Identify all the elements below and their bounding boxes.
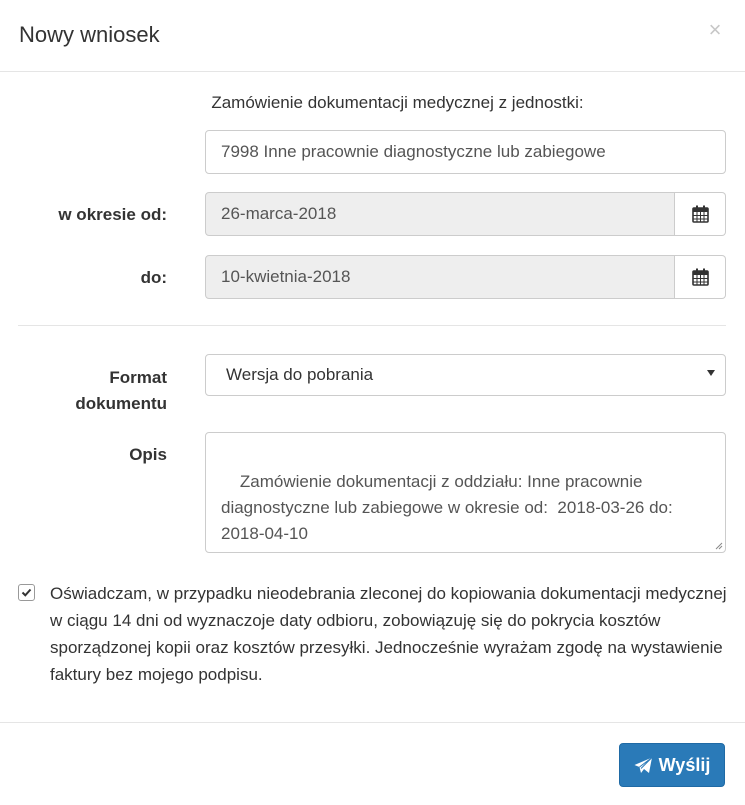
calendar-icon bbox=[692, 205, 709, 223]
period-to-label: do: bbox=[140, 268, 167, 287]
chevron-down-icon bbox=[707, 370, 715, 376]
send-label: Wyślij bbox=[658, 754, 711, 775]
description-text: Zamówienie dokumentacji z oddziału: Inne pracownie diagnostyczne lub zabiegowe w okresie od: 2018-03-26 do: 2018-04-10 bbox=[221, 472, 683, 543]
format-select[interactable] bbox=[205, 354, 726, 396]
paper-plane-icon bbox=[634, 757, 653, 774]
period-from-label: w okresie od: bbox=[58, 205, 167, 224]
close-button[interactable] bbox=[705, 18, 725, 42]
section-divider bbox=[18, 325, 726, 326]
description-label: Opis bbox=[129, 445, 167, 464]
unit-input[interactable]: 7998 Inne pracownie diagnostyczne lub zabiegowe bbox=[205, 130, 726, 174]
unit-label: Zamówienie dokumentacji medycznej z jednostki: bbox=[211, 93, 584, 112]
calendar-icon bbox=[692, 268, 709, 286]
check-icon bbox=[19, 585, 34, 600]
format-label-line2: dokumentu bbox=[75, 394, 167, 413]
modal-title: Nowy wniosek bbox=[19, 22, 160, 47]
send-button[interactable] bbox=[619, 743, 725, 787]
resize-grip-icon[interactable] bbox=[713, 540, 723, 550]
period-to-calendar-button[interactable] bbox=[675, 255, 726, 299]
format-label-line1: Format bbox=[109, 368, 167, 387]
consent-text: Oświadczam, w przypadku nieodebrania zleconej do kopiowania dokumentacji medycznej w ciągu 14 dni od wyznaczoje daty odbioru, zobowiązuję się do pokrycia kosztów sporządzonej kopii oraz kosztów przesyłki. Jednocześnie wyrażam zgodę na wystawienie faktury bez mojego podpisu. bbox=[50, 584, 727, 684]
description-textarea[interactable] bbox=[205, 432, 726, 553]
format-select-value: Wersja do pobrania bbox=[226, 365, 374, 384]
consent-checkbox[interactable] bbox=[18, 584, 35, 601]
period-from-calendar-button[interactable] bbox=[675, 192, 726, 236]
format-label bbox=[0, 365, 167, 417]
close-icon: × bbox=[708, 17, 722, 42]
period-from-input[interactable]: 26-marca-2018 bbox=[205, 192, 675, 236]
period-to-input[interactable]: 10-kwietnia-2018 bbox=[205, 255, 675, 299]
modal-header bbox=[0, 0, 745, 72]
modal-footer bbox=[0, 722, 745, 805]
